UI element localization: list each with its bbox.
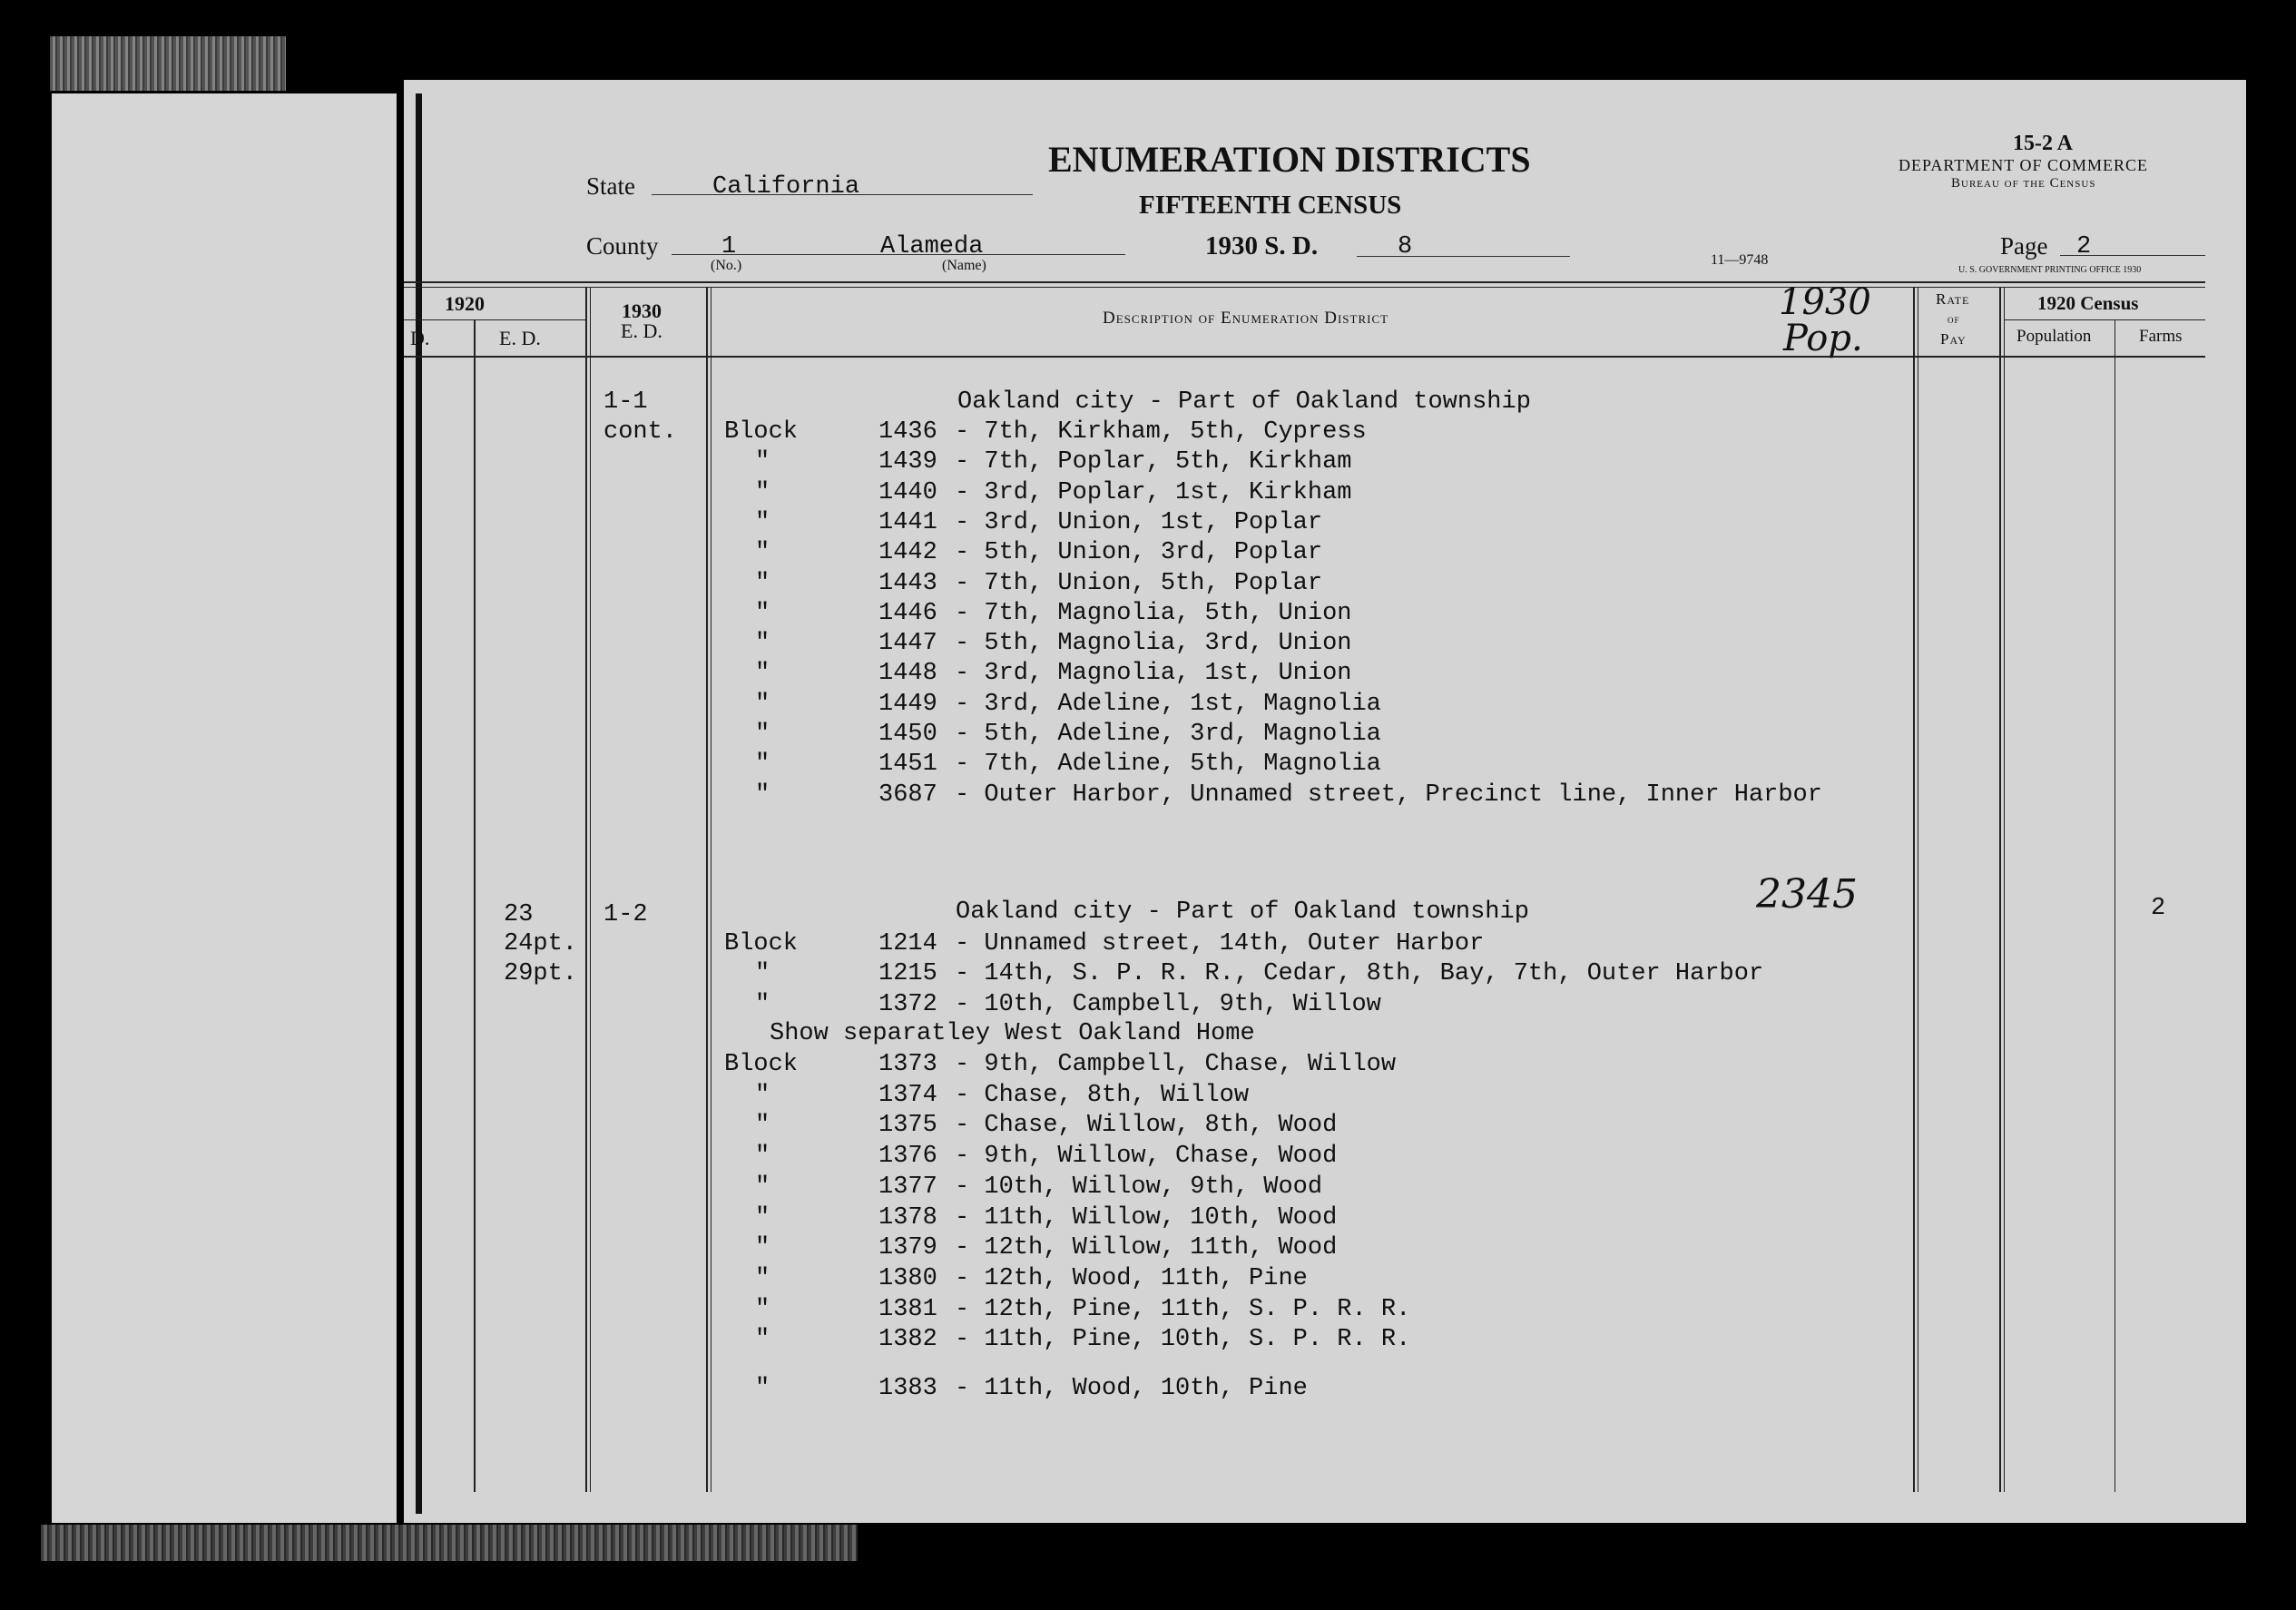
sd-value: 8: [1398, 233, 1413, 260]
col-1920-header: 1920: [445, 292, 485, 315]
block-number: 1215: [878, 960, 937, 988]
block-number: 1214: [878, 930, 937, 957]
block-number: 1380: [878, 1264, 937, 1292]
state-value: California: [712, 173, 860, 201]
block-boundaries: - 5th, Magnolia, 3rd, Union: [955, 630, 1352, 658]
rule-1920-sub: [404, 319, 585, 320]
form-number: 15-2 A: [2013, 132, 2073, 155]
row-lead: ": [755, 660, 770, 688]
block-boundaries: - 9th, Campbell, Chase, Willow: [955, 1051, 1397, 1078]
row-lead: ": [755, 990, 770, 1018]
printer-imprint: U. S. GOVERNMENT PRINTING OFFICE 1930: [1958, 265, 2142, 275]
row-lead: ": [755, 1326, 770, 1354]
block-boundaries: - 12th, Wood, 11th, Pine: [955, 1264, 1308, 1292]
row-lead: ": [755, 1295, 770, 1323]
row-lead: ": [755, 508, 770, 536]
handwritten-pop: Pop.: [1783, 318, 1863, 359]
col-divider-pop: [2114, 319, 2115, 1492]
block-boundaries: - 11th, Pine, 10th, S. P. R. R.: [955, 1326, 1411, 1354]
row-lead: ": [755, 1112, 770, 1140]
department-name: DEPARTMENT OF COMMERCE: [1899, 156, 2148, 174]
block-number: 1378: [878, 1203, 937, 1232]
row-lead: ": [755, 569, 770, 597]
sd-label: 1930 S. D.: [1205, 231, 1319, 260]
block-boundaries: - 14th, S. P. R. R., Cedar, 8th, Bay, 7th, Outer Harbor: [955, 960, 1764, 988]
block-number: 1439: [878, 448, 937, 476]
row-lead: ": [755, 690, 770, 718]
col-1930-ed-header: E. D.: [621, 319, 662, 342]
blank-left-page: [52, 93, 397, 1523]
col-d-header: D.: [410, 327, 430, 349]
block-boundaries: - 11th, Wood, 10th, Pine: [955, 1375, 1308, 1402]
block-number: 1449: [878, 690, 937, 718]
table-top-rule: [404, 281, 2205, 283]
row-lead: ": [755, 599, 770, 627]
county-label: County: [586, 232, 659, 260]
row-lead: ": [755, 1203, 770, 1232]
block-boundaries: - 7th, Poplar, 5th, Kirkham: [955, 448, 1352, 476]
col-divider-1930: [706, 287, 708, 1492]
section2-ed1920-3: 29pt.: [504, 960, 578, 987]
row-lead: Block: [724, 930, 799, 957]
section2-ed1920-2: 24pt.: [504, 930, 578, 957]
form-code: 11—9748: [1711, 252, 1769, 268]
col-rate-header-2: of: [1948, 312, 1960, 326]
row-lead: ": [755, 1173, 770, 1201]
block-boundaries: - 12th, Pine, 11th, S. P. R. R.: [955, 1295, 1411, 1323]
col-census-header: 1920 Census: [2037, 292, 2139, 314]
col-farms-header: Farms: [2139, 327, 2183, 346]
block-number: 1443: [878, 569, 937, 597]
block-boundaries: - 12th, Willow, 11th, Wood: [955, 1234, 1338, 1262]
row-lead: ": [755, 630, 770, 658]
col-description-header: Description of Enumeration District: [1103, 309, 1389, 328]
block-number: 1436: [878, 418, 937, 446]
block-number: 1442: [878, 539, 937, 567]
block-boundaries: - 5th, Union, 3rd, Poplar: [955, 539, 1323, 567]
block-number: 1383: [878, 1375, 937, 1402]
block-boundaries: - Chase, 8th, Willow: [955, 1081, 1250, 1109]
block-number: 1372: [878, 990, 937, 1018]
row-lead: ": [755, 1081, 770, 1109]
section2-population: 2345: [1756, 871, 1858, 918]
block-number: 1450: [878, 721, 937, 748]
block-number: 3687: [878, 780, 937, 809]
row-lead: ": [755, 1375, 770, 1402]
row-lead: ": [755, 1264, 770, 1292]
section1-cont: cont.: [603, 418, 678, 446]
block-boundaries: - 7th, Magnolia, 5th, Union: [955, 599, 1352, 627]
row-lead: ": [755, 1143, 770, 1171]
block-number: 1440: [878, 478, 937, 506]
block-boundaries: - Unnamed street, 14th, Outer Harbor: [955, 930, 1485, 957]
block-number: 1374: [878, 1081, 937, 1109]
col-rate-header-1: Rate: [1936, 290, 1970, 308]
block-boundaries: - 3rd, Magnolia, 1st, Union: [955, 660, 1352, 688]
col-divider-desc: [1913, 287, 1915, 1492]
row-lead: Block: [724, 418, 799, 446]
col-population-header: Population: [2016, 327, 2092, 346]
block-boundaries: - 5th, Adeline, 3rd, Magnolia: [955, 721, 1381, 748]
row-lead: ": [755, 721, 770, 748]
row-lead: ": [755, 448, 770, 476]
row-lead: ": [755, 539, 770, 567]
row-lead: ": [755, 751, 770, 779]
section1-heading: Oakland city - Part of Oakland township: [957, 388, 1531, 416]
page-subtitle: FIFTEENTH CENSUS: [1139, 191, 1402, 220]
block-number: 1379: [878, 1234, 937, 1262]
scan-border-top: [50, 36, 286, 91]
block-boundaries: - 10th, Campbell, 9th, Willow: [955, 990, 1381, 1018]
county-name: Alameda: [880, 233, 984, 260]
section2-note: Show separatley West Oakland Home: [770, 1020, 1255, 1047]
block-number: 1447: [878, 630, 937, 658]
section1-ed: 1-1: [603, 388, 648, 416]
handwritten-1930: 1930: [1779, 281, 1871, 323]
block-boundaries: - 9th, Willow, Chase, Wood: [955, 1143, 1338, 1171]
col-divider-1920: [585, 287, 587, 1492]
section2-farms: 2: [2151, 895, 2166, 922]
col-ed-header: E. D.: [499, 327, 541, 349]
page-title: ENUMERATION DISTRICTS: [1048, 139, 1531, 180]
col-divider-1920-b: [590, 287, 591, 1492]
block-number: 1441: [878, 508, 937, 536]
col-1930-header: 1930: [622, 299, 662, 322]
table-top-rule-2: [404, 287, 2205, 288]
col-divider-d: [474, 319, 476, 1492]
row-lead: ": [755, 780, 770, 809]
row-lead: ": [755, 960, 770, 988]
section2-heading: Oakland city - Part of Oakland township: [956, 898, 1529, 926]
block-boundaries: - 11th, Willow, 10th, Wood: [955, 1203, 1338, 1232]
block-number: 1446: [878, 599, 937, 627]
block-number: 1373: [878, 1051, 937, 1078]
block-boundaries: - 3rd, Adeline, 1st, Magnolia: [955, 690, 1381, 718]
rule-census-sub: [2004, 319, 2205, 320]
county-no-caption: (No.): [711, 258, 742, 273]
block-number: 1381: [878, 1295, 937, 1323]
block-number: 1376: [878, 1143, 937, 1171]
block-number: 1451: [878, 751, 937, 779]
block-boundaries: - 7th, Union, 5th, Poplar: [955, 569, 1323, 597]
col-divider-rate: [1999, 287, 2001, 1492]
row-lead: ": [755, 478, 770, 506]
page-label: Page: [2000, 232, 2048, 260]
page-number: 2: [2076, 233, 2092, 260]
sd-underline: [1357, 256, 1570, 257]
block-boundaries: - 7th, Kirkham, 5th, Cypress: [955, 418, 1367, 446]
col-divider-rate-b: [2004, 287, 2005, 1492]
block-number: 1377: [878, 1173, 937, 1201]
block-boundaries: - 3rd, Union, 1st, Poplar: [955, 508, 1323, 536]
block-boundaries: - Outer Harbor, Unnamed street, Precinct line, Inner Harbor: [955, 780, 1822, 809]
row-lead: ": [755, 1234, 770, 1262]
block-number: 1448: [878, 660, 937, 688]
page-edge: [416, 93, 422, 1514]
block-boundaries: - 10th, Willow, 9th, Wood: [955, 1173, 1323, 1201]
block-number: 1375: [878, 1112, 937, 1140]
header-bottom-rule: [404, 356, 2205, 358]
block-boundaries: - Chase, Willow, 8th, Wood: [955, 1112, 1338, 1140]
block-boundaries: - 3rd, Poplar, 1st, Kirkham: [955, 478, 1352, 506]
section2-ed1920-1: 23: [504, 901, 534, 928]
state-label: State: [586, 172, 635, 200]
county-number: 1: [721, 233, 737, 260]
county-name-caption: (Name): [942, 258, 986, 273]
scan-border-bottom: [41, 1525, 858, 1561]
block-number: 1382: [878, 1326, 937, 1354]
row-lead: Block: [724, 1051, 799, 1078]
block-boundaries: - 7th, Adeline, 5th, Magnolia: [955, 751, 1381, 779]
section2-ed: 1-2: [603, 901, 648, 928]
bureau-name: Bureau of the Census: [1951, 176, 2096, 191]
col-rate-header-3: Pay: [1940, 330, 1967, 348]
